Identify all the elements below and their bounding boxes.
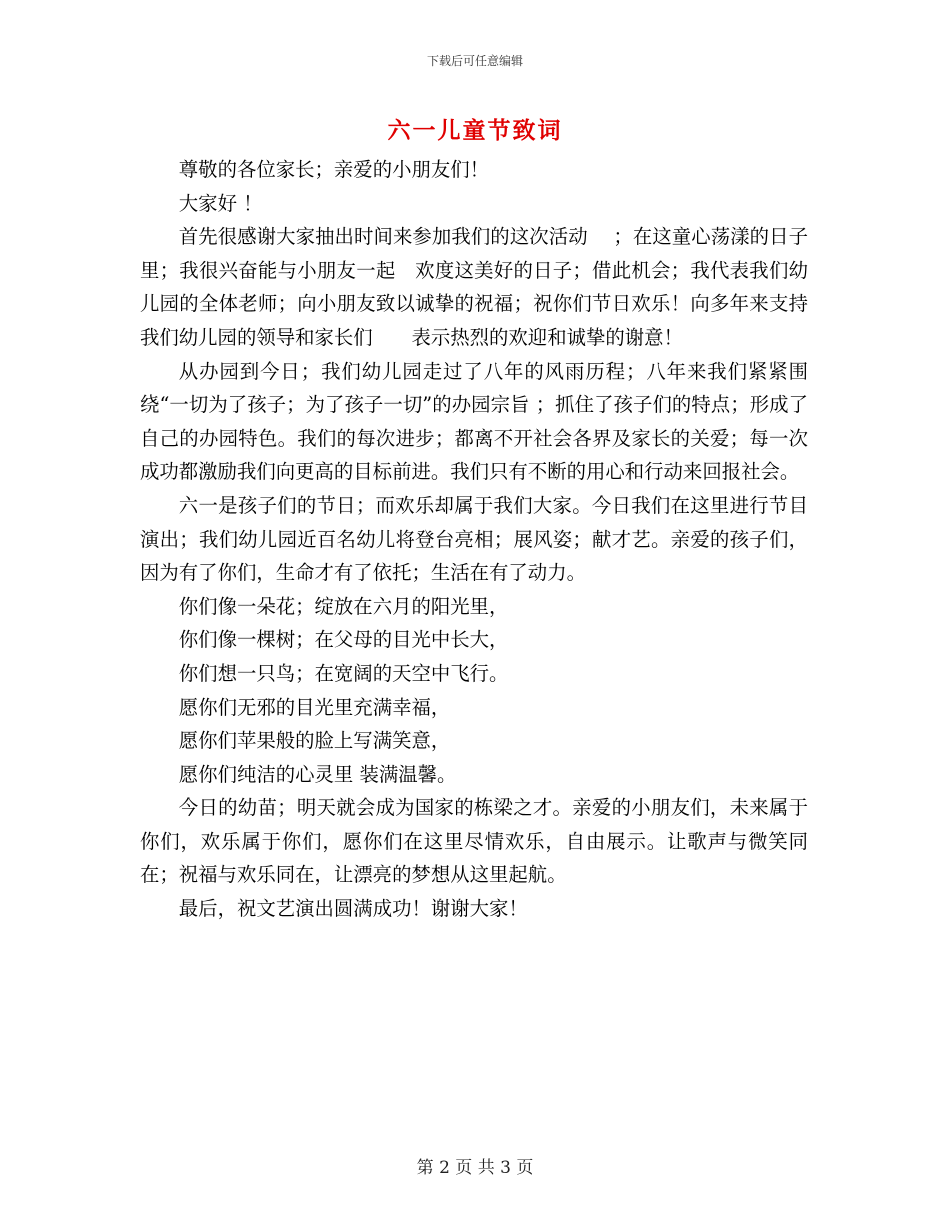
- paragraph-festival: 六一是孩子们的节日；而欢乐却属于我们大家。今日我们在这里进行节目演出；我们幼儿园近百名幼儿将登台亮相；展风姿；献才艺。亲爱的孩子们，因为有了你们，生命才有了依托；生活在有了动力。: [140, 493, 808, 585]
- document-body: [140, 153, 808, 926]
- poem-line-6: 愿你们纯洁的心灵里 装满温馨。: [178, 762, 457, 786]
- paragraph-thanks: 首先很感谢大家抽出时间来参加我们的这次活动 ；在这童心荡漾的日子里；我很兴奋能与小朋友一起 欢度这美好的日子；借此机会；我代表我们幼儿园的全体老师；向小朋友致以诚挚的祝福；祝你们节日欢乐！向多年来支持我们幼儿园的领导和家长们 表示热烈的欢迎和诚挚的谢意！: [140, 225, 808, 349]
- document-title: 六一儿童节致词: [387, 118, 563, 144]
- paragraph-history: 从办园到今日；我们幼儿园走过了八年的风雨历程；八年来我们紧紧围绕“一切为了孩子；为了孩子一切”的办园宗旨 ；抓住了孩子们的特点；形成了自己的办园特色。我们的每次进步；都离不开社会各界及家长的关爱；每一次成功都激励我们向更高的目标前进。我们只有不断的用心和行动来回报社会。: [140, 359, 808, 484]
- poem-line-5: 愿你们苹果般的脸上写满笑意，: [178, 729, 451, 753]
- poem-line-2: 你们像一棵树；在父母的目光中长大，: [178, 628, 509, 652]
- page-header: 下载后可任意编辑: [426, 54, 523, 68]
- poem-line-1: 你们像一朵花；绽放在六月的阳光里，: [178, 594, 509, 618]
- paragraph-greeting: 尊敬的各位家长；亲爱的小朋友们！: [178, 158, 490, 181]
- paragraph-closing: 最后，祝文艺演出圆满成功！谢谢大家！: [178, 897, 528, 921]
- paragraph-hello: 大家好 ！: [178, 191, 263, 215]
- poem-line-3: 你们想一只鸟；在宽阔的天空中飞行。: [178, 661, 509, 685]
- poem-line-4: 愿你们无邪的目光里充满幸福，: [178, 695, 451, 719]
- page-number: 第 2 页 共 3 页: [416, 1158, 534, 1178]
- paragraph-future: 今日的幼苗；明天就会成为国家的栋梁之才。亲爱的小朋友们，未来属于你们，欢乐属于你们，愿你们在这里尽情欢乐，自由展示。让歌声与微笑同在；祝福与欢乐同在，让漂亮的梦想从这里起航。: [140, 796, 808, 887]
